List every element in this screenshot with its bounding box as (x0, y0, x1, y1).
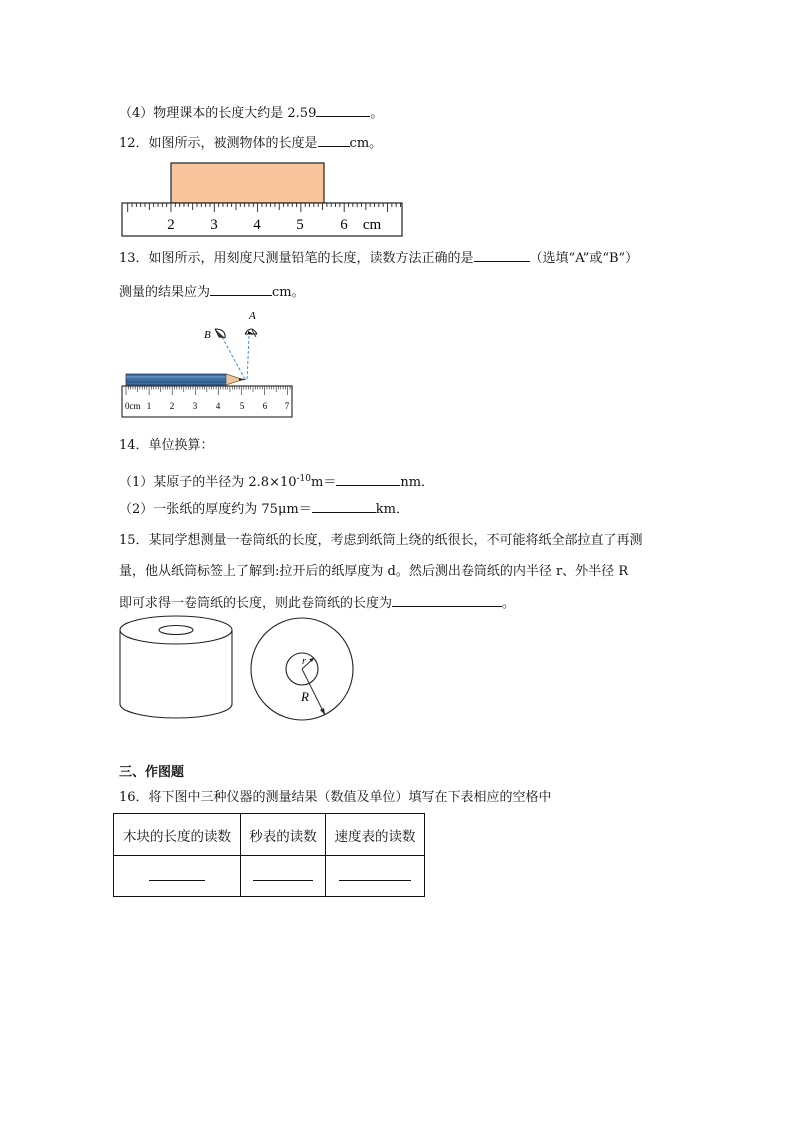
label-r: r (302, 656, 306, 667)
ruler-label: 1 (146, 401, 152, 411)
measured-block (171, 163, 324, 203)
answer-blank-stopwatch[interactable] (253, 868, 313, 881)
q13-prefix: 13．如图所示，用刻度尺测量铅笔的长度，读数方法正确的是 (119, 251, 474, 266)
eye-a-icon (245, 329, 257, 337)
ruler-label: 6 (340, 217, 348, 233)
q15-line2: 量，他从纸筒标签上了解到:拉开后的纸厚度为 d。然后测出卷筒纸的内半径 r、外半径 R (119, 564, 629, 579)
q14-part1-prefix: （1）某原子的半径为 2.8×10 (119, 475, 297, 490)
section-title: 三、作图题 (119, 765, 185, 780)
q12-line (119, 134, 382, 153)
q13-choice-hint: （选填“A”或“B”） (529, 251, 639, 266)
paper-roll-cylinder (120, 616, 232, 718)
ruler-label: 2 (169, 401, 175, 411)
table-header-row (114, 814, 425, 856)
pencil-body (126, 374, 226, 385)
q13-line1 (119, 249, 638, 268)
q14-part2-prefix: （2）一张纸的厚度约为 75μm＝ (119, 502, 312, 517)
q15-line1: 15．某同学想测量一卷筒纸的长度，考虑到纸筒上绕的纸很长，不可能将纸全部拉直了再测 (119, 533, 643, 548)
q14-part2-blank[interactable] (312, 500, 376, 513)
ruler-label: 5 (296, 217, 304, 233)
table-answer-cell (114, 856, 241, 897)
table-header-cell: 秒表的读数 (241, 814, 326, 856)
ruler-label: 4 (253, 217, 261, 233)
table-header-cell: 木块的长度的读数 (114, 814, 241, 856)
q11-4-blank[interactable] (316, 104, 370, 117)
q14-part1 (119, 470, 434, 492)
q15-line3-prefix: 即可求得一卷筒纸的长度，则此卷筒纸的长度为 (119, 596, 393, 611)
q14-part2 (119, 500, 409, 519)
eye-label-b: B (204, 329, 211, 341)
sight-line-a (247, 336, 249, 381)
q12-blank[interactable] (318, 134, 350, 147)
q12-prefix: 12．如图所示，被测物体的长度是 (119, 136, 318, 151)
q15-line3-suffix: 。 (502, 596, 516, 611)
q13-line2 (119, 283, 305, 302)
q13-blank-cm[interactable] (210, 283, 272, 296)
q15-paper-roll-figure (112, 612, 372, 727)
q12-suffix: cm。 (349, 136, 383, 151)
ruler-label: 5 (239, 401, 245, 411)
ruler-label: 7 (284, 401, 290, 411)
table-answer-cell (241, 856, 326, 897)
q11-4-suffix: 。 (370, 106, 384, 121)
q13-blank-ab[interactable] (474, 249, 530, 262)
q13-result-prefix: 测量的结果应为 (119, 285, 211, 300)
ruler-label: 6 (262, 401, 268, 411)
q15-blank[interactable] (392, 594, 502, 607)
q14-part1-suffix: nm． (400, 475, 435, 490)
q16-answer-table (113, 813, 425, 897)
ruler-label: 4 (215, 401, 221, 411)
q14-part2-suffix: km． (375, 502, 409, 517)
q14-part1-mid: m＝ (311, 475, 337, 490)
ruler-label: 3 (210, 217, 218, 233)
q14-part1-exponent: -10 (296, 474, 312, 484)
answer-blank-speedometer[interactable] (339, 868, 411, 881)
ruler-label: 2 (167, 217, 175, 233)
q13-result-suffix: cm。 (272, 285, 305, 300)
table-header-cell: 速度表的读数 (326, 814, 425, 856)
q14-part1-blank[interactable] (336, 473, 400, 486)
q12-ruler-figure (118, 160, 408, 240)
q13-pencil-figure (118, 310, 298, 422)
q15-line3 (119, 594, 515, 613)
ruler-label: 3 (192, 401, 198, 411)
eye-label-a: A (249, 310, 256, 322)
table-answer-row (114, 856, 425, 897)
label-R: R (301, 689, 309, 704)
q16-text: 16．将下图中三种仪器的测量结果（数值及单位）填写在下表相应的空格中 (119, 790, 552, 805)
answer-blank-length[interactable] (149, 868, 205, 881)
ruler-unit: cm (362, 217, 382, 233)
eye-b-icon (215, 329, 225, 338)
q11-4-line (119, 104, 383, 123)
ruler-label: 0cm (125, 401, 141, 411)
q11-4-prefix: （4）物理课本的长度大约是 2.59 (119, 106, 317, 121)
q14-title: 14．单位换算： (119, 438, 214, 453)
table-answer-cell (326, 856, 425, 897)
ruler-body (122, 203, 402, 236)
